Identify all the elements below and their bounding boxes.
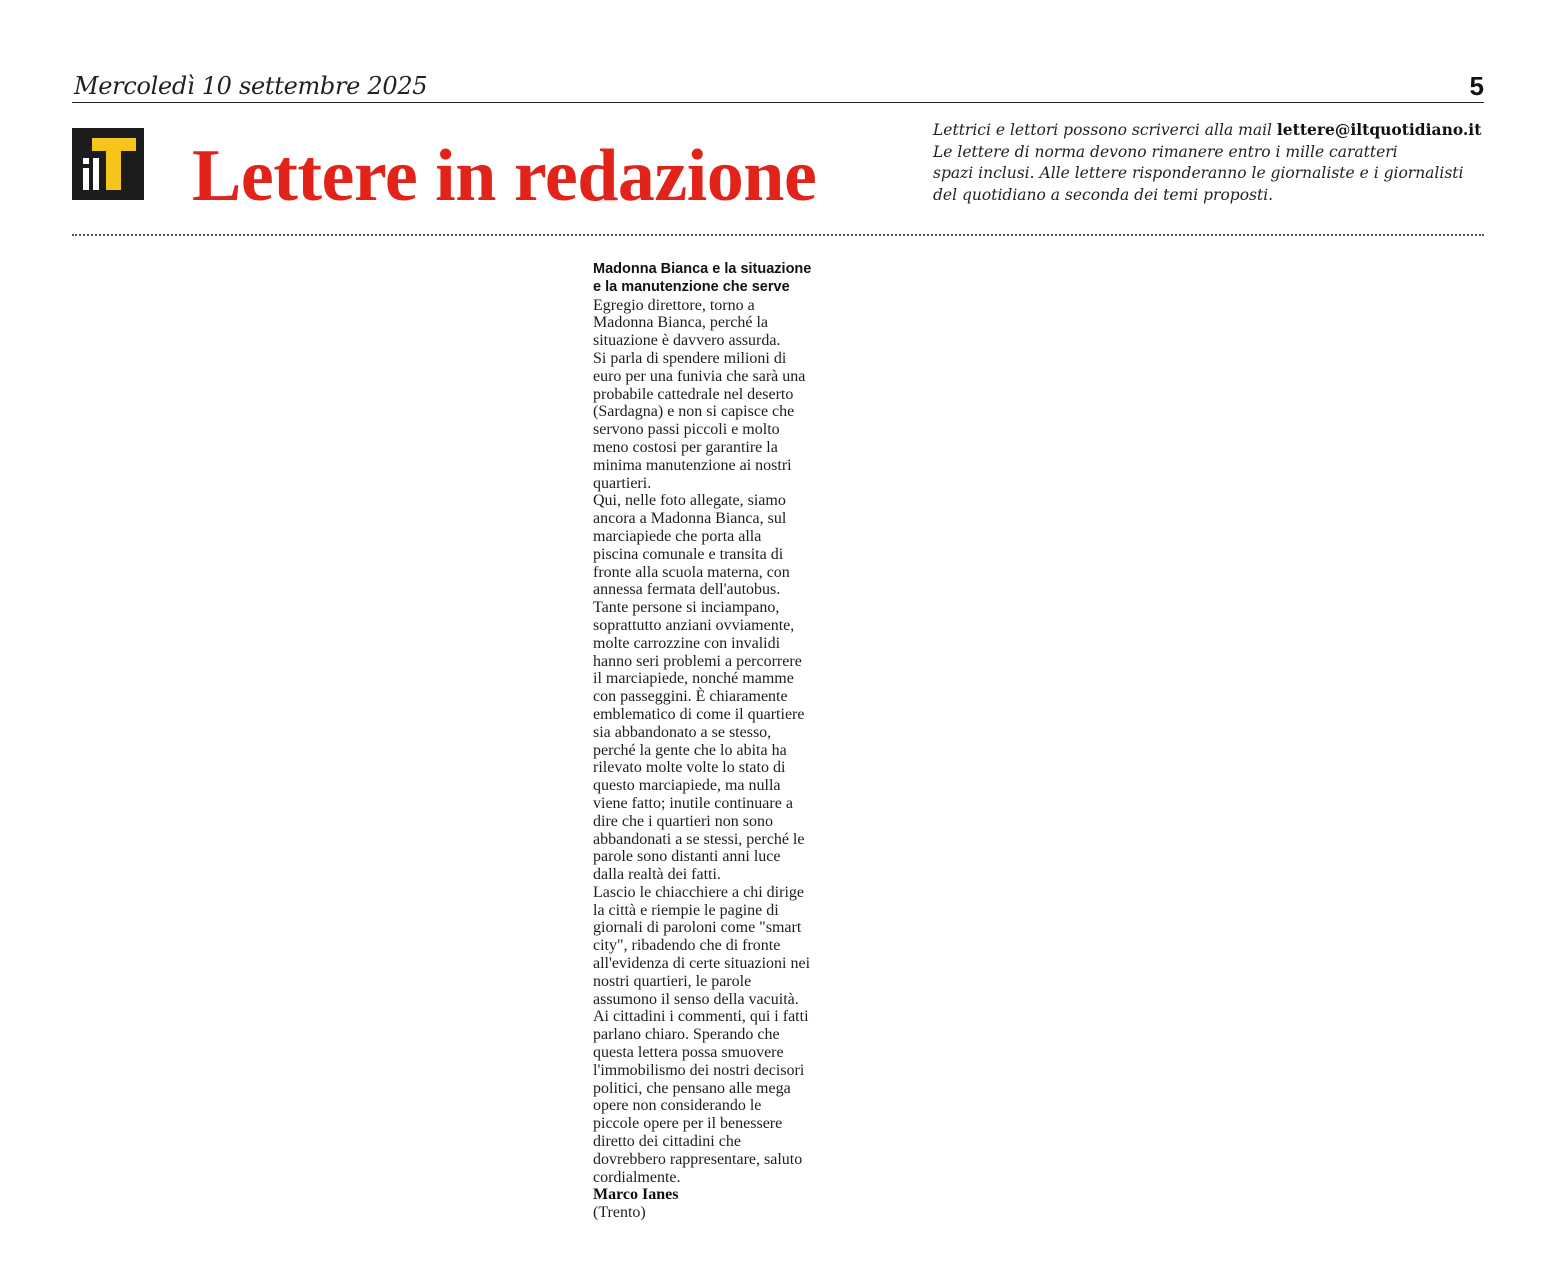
body-line: politici, che pensano alle mega [593, 1079, 791, 1097]
body-line: piscina comunale e transita di [593, 545, 784, 563]
page-number: 5 [1469, 71, 1484, 101]
body-line: la città e riempie le pagine di [593, 901, 779, 919]
info-intro-text: Lettrici e lettori possono scriverci alla mail [933, 121, 1277, 139]
body-line: fronte alla scuola materna, con [593, 563, 790, 581]
body-line: ancora a Madonna Bianca, sul [593, 510, 787, 528]
letter-headline [593, 261, 863, 297]
body-line: parlano chiaro. Sperando che [593, 1026, 780, 1044]
reader-letter [593, 261, 863, 1222]
body-line: questa lettera possa smuovere [593, 1044, 784, 1062]
body-line: dire che i quartieri non sono [593, 812, 773, 830]
body-line: nostri quartieri, le parole [593, 972, 752, 990]
body-line: Tante persone si inciampano, [593, 599, 780, 617]
body-line: Qui, nelle foto allegate, siamo [593, 492, 786, 510]
body-line: abbandonati a se stessi, perché le [593, 830, 805, 848]
body-line: euro per una funivia che sarà una [593, 367, 806, 385]
headline-line: Madonna Bianca e la situazione [593, 261, 812, 277]
body-line: rilevato molte volte lo stato di [593, 759, 786, 777]
info-line-4: del quotidiano a seconda dei temi proposti. [933, 185, 1274, 204]
letter-location: (Trento) [593, 1204, 646, 1222]
body-line: Madonna Bianca, perché la [593, 314, 769, 332]
info-line-3: spazi inclusi. Alle lettere risponderanno le giornaliste e i giornalisti [933, 164, 1464, 182]
body-line: viene fatto; inutile continuare a [593, 794, 793, 812]
body-line: probabile cattedrale nel deserto [593, 385, 794, 403]
body-line: questo marciapiede, ma nulla [593, 777, 781, 795]
newspaper-logo [72, 128, 144, 200]
body-line: molte carrozzine con invalidi [593, 634, 781, 652]
section-title: Lettere in redazione [192, 135, 817, 217]
body-line: il marciapiede, nonché mamme [593, 670, 794, 688]
body-line: annessa fermata dell'autobus. [593, 581, 781, 599]
body-line: parole sono distanti anni luce [593, 848, 781, 866]
body-line: quartieri. [593, 474, 652, 492]
body-line: cordialmente. [593, 1168, 681, 1186]
body-line: Lascio le chiacchiere a chi dirige [593, 883, 804, 901]
section-divider [72, 234, 1484, 236]
body-line: emblematico di come il quartiere [593, 705, 805, 723]
body-line: meno costosi per garantire la [593, 438, 778, 456]
body-line: marciapiede che porta alla [593, 527, 762, 545]
info-line-2: Le lettere di norma devono rimanere entro i mille caratteri [933, 142, 1398, 161]
body-line: perché la gente che lo abita ha [593, 741, 787, 759]
body-line: Egregio direttore, torno a [593, 296, 755, 314]
body-line: opere non considerando le [593, 1097, 762, 1115]
letters-email-link[interactable]: lettere@iltquotidiano.it [1276, 120, 1482, 139]
letters-info-box [933, 119, 1493, 206]
letter-body [593, 297, 863, 1187]
body-line: diretto dei cittadini che [593, 1133, 741, 1151]
body-line: con passeggini. È chiaramente [593, 688, 788, 706]
body-line: all'evidenza di certe situazioni nei [593, 955, 811, 973]
page-header [72, 70, 1484, 103]
body-line: Ai cittadini i commenti, qui i fatti [593, 1008, 809, 1026]
body-line: giornali di paroloni come "smart [593, 919, 802, 937]
body-line: minima manutenzione ai nostri [593, 456, 792, 474]
body-line: city", ribadendo che di fronte [593, 937, 781, 955]
ilt-logo-icon [72, 128, 144, 200]
body-line: hanno seri problemi a percorrere [593, 652, 802, 670]
body-line: sia abbandonato a se stesso, [593, 723, 772, 741]
letter-signature: Marco Ianes [593, 1186, 679, 1204]
body-line: piccole opere per il benessere [593, 1115, 783, 1133]
body-line: soprattutto anziani ovviamente, [593, 616, 795, 634]
body-line: (Sardagna) e non si capisce che [593, 403, 795, 421]
issue-date: Mercoledì 10 settembre 2025 [74, 72, 428, 100]
body-line: dovrebbero rappresentare, saluto [593, 1150, 803, 1168]
body-line: servono passi piccoli e molto [593, 421, 780, 439]
info-line-1 [933, 119, 1493, 142]
body-line: dalla realtà dei fatti. [593, 866, 721, 884]
body-line: assumono il senso della vacuità. [593, 990, 799, 1008]
body-line: l'immobilismo dei nostri decisori [593, 1061, 805, 1079]
headline-line: e la manutenzione che serve [593, 278, 790, 295]
body-line: situazione è davvero assurda. [593, 332, 781, 350]
body-line: Si parla di spendere milioni di [593, 349, 787, 367]
